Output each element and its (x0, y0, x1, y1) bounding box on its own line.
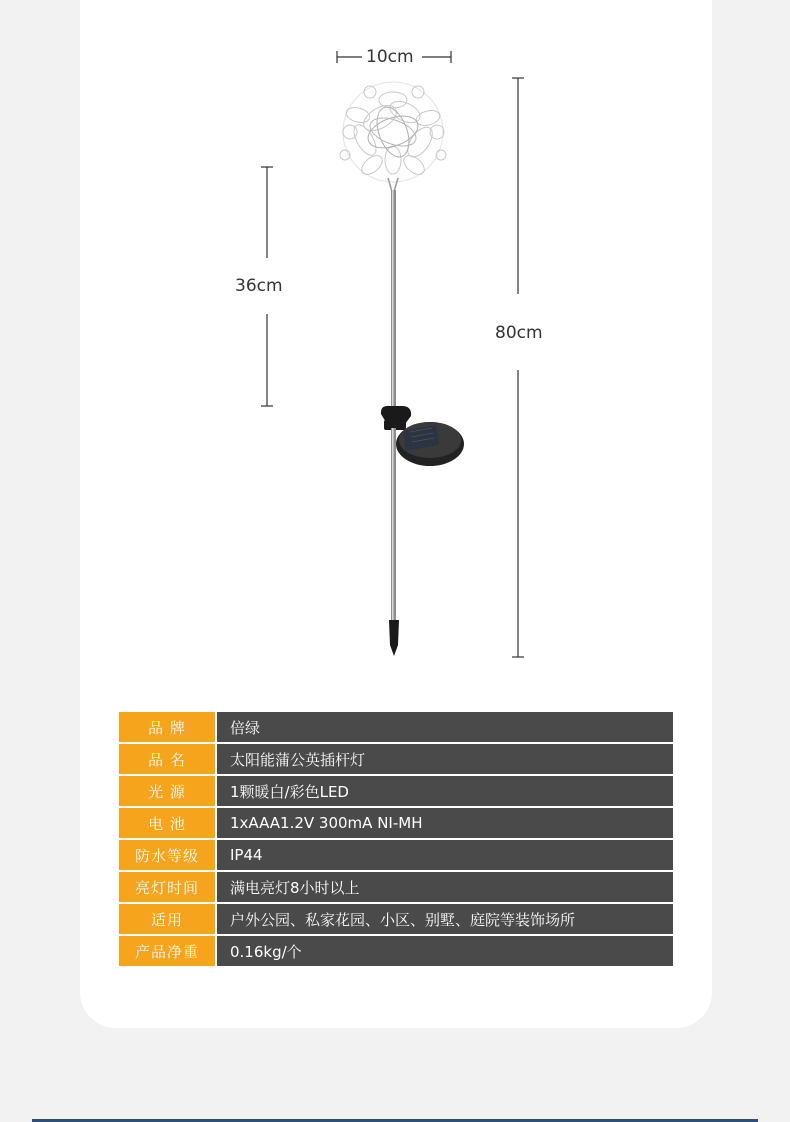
spec-value: IP44 (217, 840, 673, 870)
dandelion-head (340, 82, 446, 182)
spec-value: 倍绿 (217, 712, 673, 742)
spec-table (119, 710, 673, 968)
spec-value: 户外公园、私家花园、小区、别墅、庭院等装饰场所 (217, 904, 673, 934)
spec-key: 防水等级 (119, 840, 217, 870)
spec-key: 品 牌 (119, 712, 217, 742)
spec-value: 太阳能蒲公英插杆灯 (217, 744, 673, 774)
solar-panel (396, 422, 464, 466)
spec-row-usage (119, 904, 673, 934)
ground-stake (389, 620, 399, 656)
spec-value: 1颗暖白/彩色LED (217, 776, 673, 806)
spec-value: 满电亮灯8小时以上 (217, 872, 673, 902)
spec-value: 0.16kg/个 (217, 936, 673, 966)
spec-row-brand (119, 712, 673, 742)
spec-key: 品 名 (119, 744, 217, 774)
spec-row-name (119, 744, 673, 774)
total-height-label: 80cm (495, 323, 543, 343)
upper-length-label: 36cm (235, 276, 283, 296)
spec-key: 光 源 (119, 776, 217, 806)
spec-row-light-time (119, 872, 673, 902)
total-height-dimension-line (512, 78, 524, 657)
spec-row-battery (119, 808, 673, 838)
spec-key: 适用 (119, 904, 217, 934)
spec-row-light-source (119, 776, 673, 806)
spec-row-waterproof (119, 840, 673, 870)
stem-clip (381, 406, 411, 430)
spec-row-weight (119, 936, 673, 966)
spec-key: 亮灯时间 (119, 872, 217, 902)
width-label: 10cm (366, 47, 414, 67)
spec-value: 1xAAA1.2V 300mA NI-MH (217, 808, 673, 838)
spec-key: 产品净重 (119, 936, 217, 966)
spec-key: 电 池 (119, 808, 217, 838)
